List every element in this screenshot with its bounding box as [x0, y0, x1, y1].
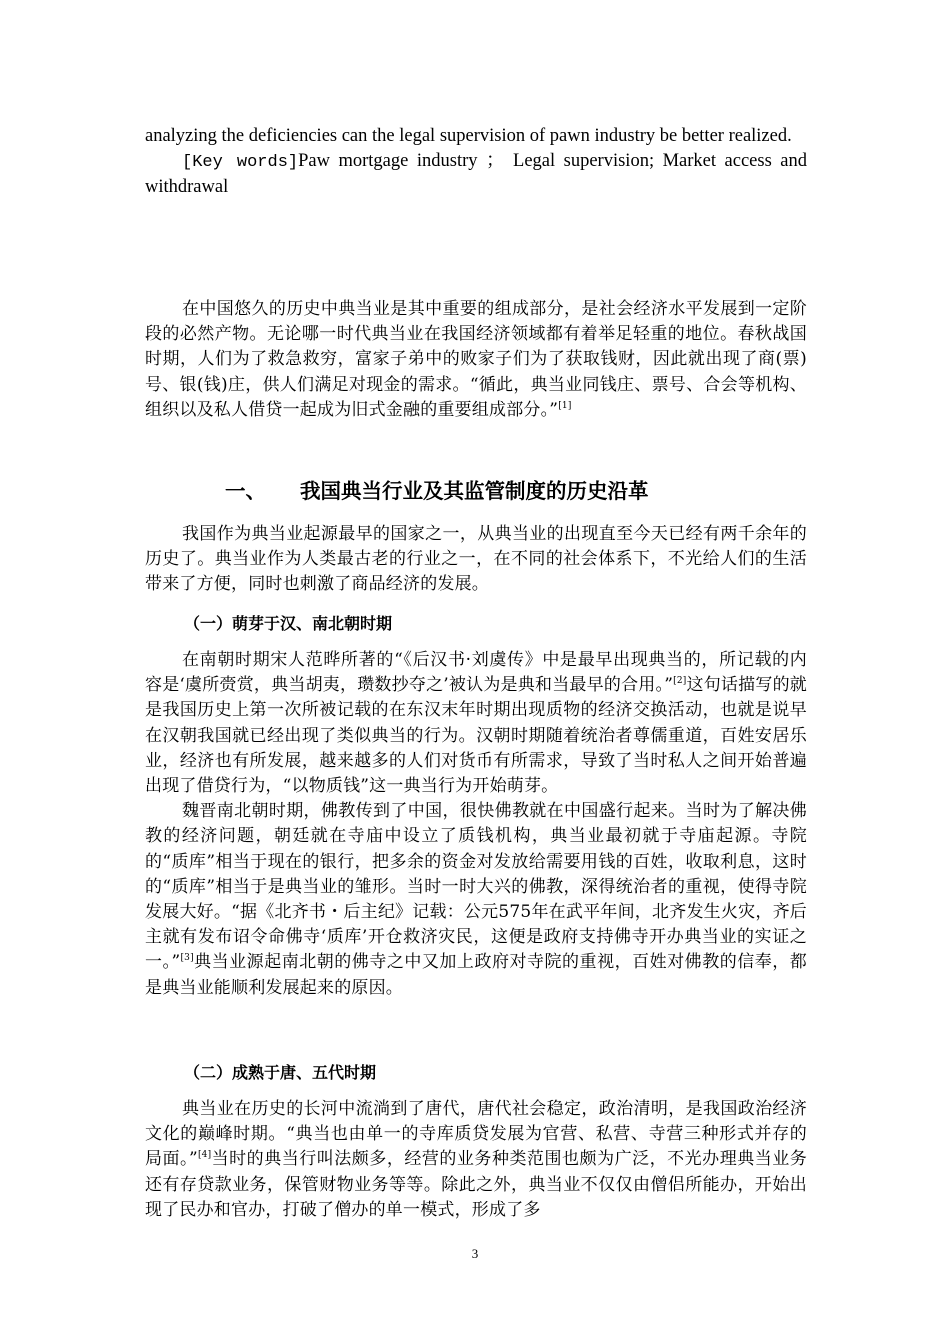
paragraph-text: 这句话描写的就是我国历史上第一次所被记载的在东汉末年时期出现质物的经济交换活动，也就是说早在汉朝我国就已经出现了类似典当的行为。汉朝时期随着统治者尊儒重道，百姓安居乐业，经济也有所发展，越来越多的人们对货币有所需求，导致了当时私人之间开始普遍出现了借贷行为，“以物质钱”这一典当行为开始萌芽。: [145, 675, 807, 797]
paragraph-text: 在南朝时期宋人范晔所著的“《后汉书·刘虞传》中是最早出现典当的，所记载的内容是‘虞所赍赏，典当胡夷，瓒数抄夺之’被认为是典和当最早的合用。”: [145, 650, 807, 696]
citation-ref: [2]: [673, 676, 687, 687]
intro-text: 在中国悠久的历史中典当业是其中重要的组成部分，是社会经济水平发展到一定阶段的必然产物。无论哪一时代典当业在我国经济领域都有着举足轻重的地位。春秋战国时期，人们为了救急救穷，富家子弟中的败家子们为了获取钱财，因此就出现了商(票)号、银(钱)庄，供人们满足对现金的需求。“循此，典当业同钱庄、票号、合会等机构、组织以及私人借贷一起成为旧式金融的重要组成部分。”: [145, 299, 807, 420]
english-abstract: [145, 124, 807, 200]
subsection-heading-1: （一）萌芽于汉、南北朝时期: [184, 614, 393, 633]
citation-ref: [3]: [180, 953, 194, 964]
paragraph: [145, 1097, 807, 1223]
subsection-1-body: [145, 648, 807, 1001]
keywords-text: Paw mortgage industry ； Legal supervision; Market access and withdrawal: [145, 151, 807, 197]
keywords-line: [145, 149, 807, 200]
section-paragraph: [145, 522, 807, 598]
paragraph: [145, 799, 807, 1001]
citation-ref: [4]: [197, 1150, 212, 1161]
intro-paragraph: [145, 297, 807, 423]
section-title: 我国典当行业及其监管制度的历史沿革: [300, 479, 649, 503]
section-text: 我国作为典当业起源最早的国家之一，从典当业的出现直至今天已经有两千余年的历史了。典当业作为人类最古老的行业之一，在不同的社会体系下，不光给人们的生活带来了方便，同时也刺激了商品经济的发展。: [145, 524, 807, 595]
paragraph-text: 当时的典当行叫法颇多，经营的业务种类范围也颇为广泛，不光办理典当业务还有存贷款业务，保管财物业务等等。除此之外，典当业不仅仅由僧侣所能办，开始出现了民办和官办，打破了僧办的单一模式，形成了多: [145, 1149, 807, 1220]
subsection-2-body: [145, 1097, 807, 1223]
citation-ref: [1]: [558, 400, 572, 411]
paragraph: [145, 648, 807, 799]
section-heading: [225, 474, 649, 504]
section-number: 一、: [225, 479, 266, 503]
paragraph-text: 魏晋南北朝时期，佛教传到了中国，很快佛教就在中国盛行起来。当时为了解决佛教的经济问题，朝廷就在寺庙中设立了质钱机构，典当业最初就于寺庙起源。寺院的“质库”相当于现在的银行，把多余的资金对发放给需要用钱的百姓，收取利息，这时的“质库”相当于是典当业的雏形。当时一时大兴的佛教，深得统治者的重视，使得寺院发展大好。“据《北齐书・后主纪》记载：公元575年在武平年间，北齐发生火灾，齐后主就有发布诏令命佛寺‘质库’开仓救济灾民，这便是政府支持佛寺开办典当业的实证之一。”: [145, 801, 807, 973]
abstract-tail: analyzing the deficiencies can the legal supervision of pawn industry be better realized.: [145, 126, 792, 146]
paragraph-text: 典当业在历史的长河中流淌到了唐代，唐代社会稳定，政治清明，是我国政治经济文化的巅峰时期。“典当也由单一的寺库质贷发展为官营、私营、寺营三种形式并存的局面。”: [145, 1099, 807, 1170]
subsection-heading-2: （二）成熟于唐、五代时期: [184, 1063, 377, 1082]
paragraph-text: 典当业源起南北朝的佛寺之中又加上政府对寺院的重视，百姓对佛教的信奉，都是典当业能顺利发展起来的原因。: [145, 952, 807, 998]
keywords-label: [Key words]: [182, 153, 299, 172]
page-number: 3: [471, 1246, 479, 1261]
